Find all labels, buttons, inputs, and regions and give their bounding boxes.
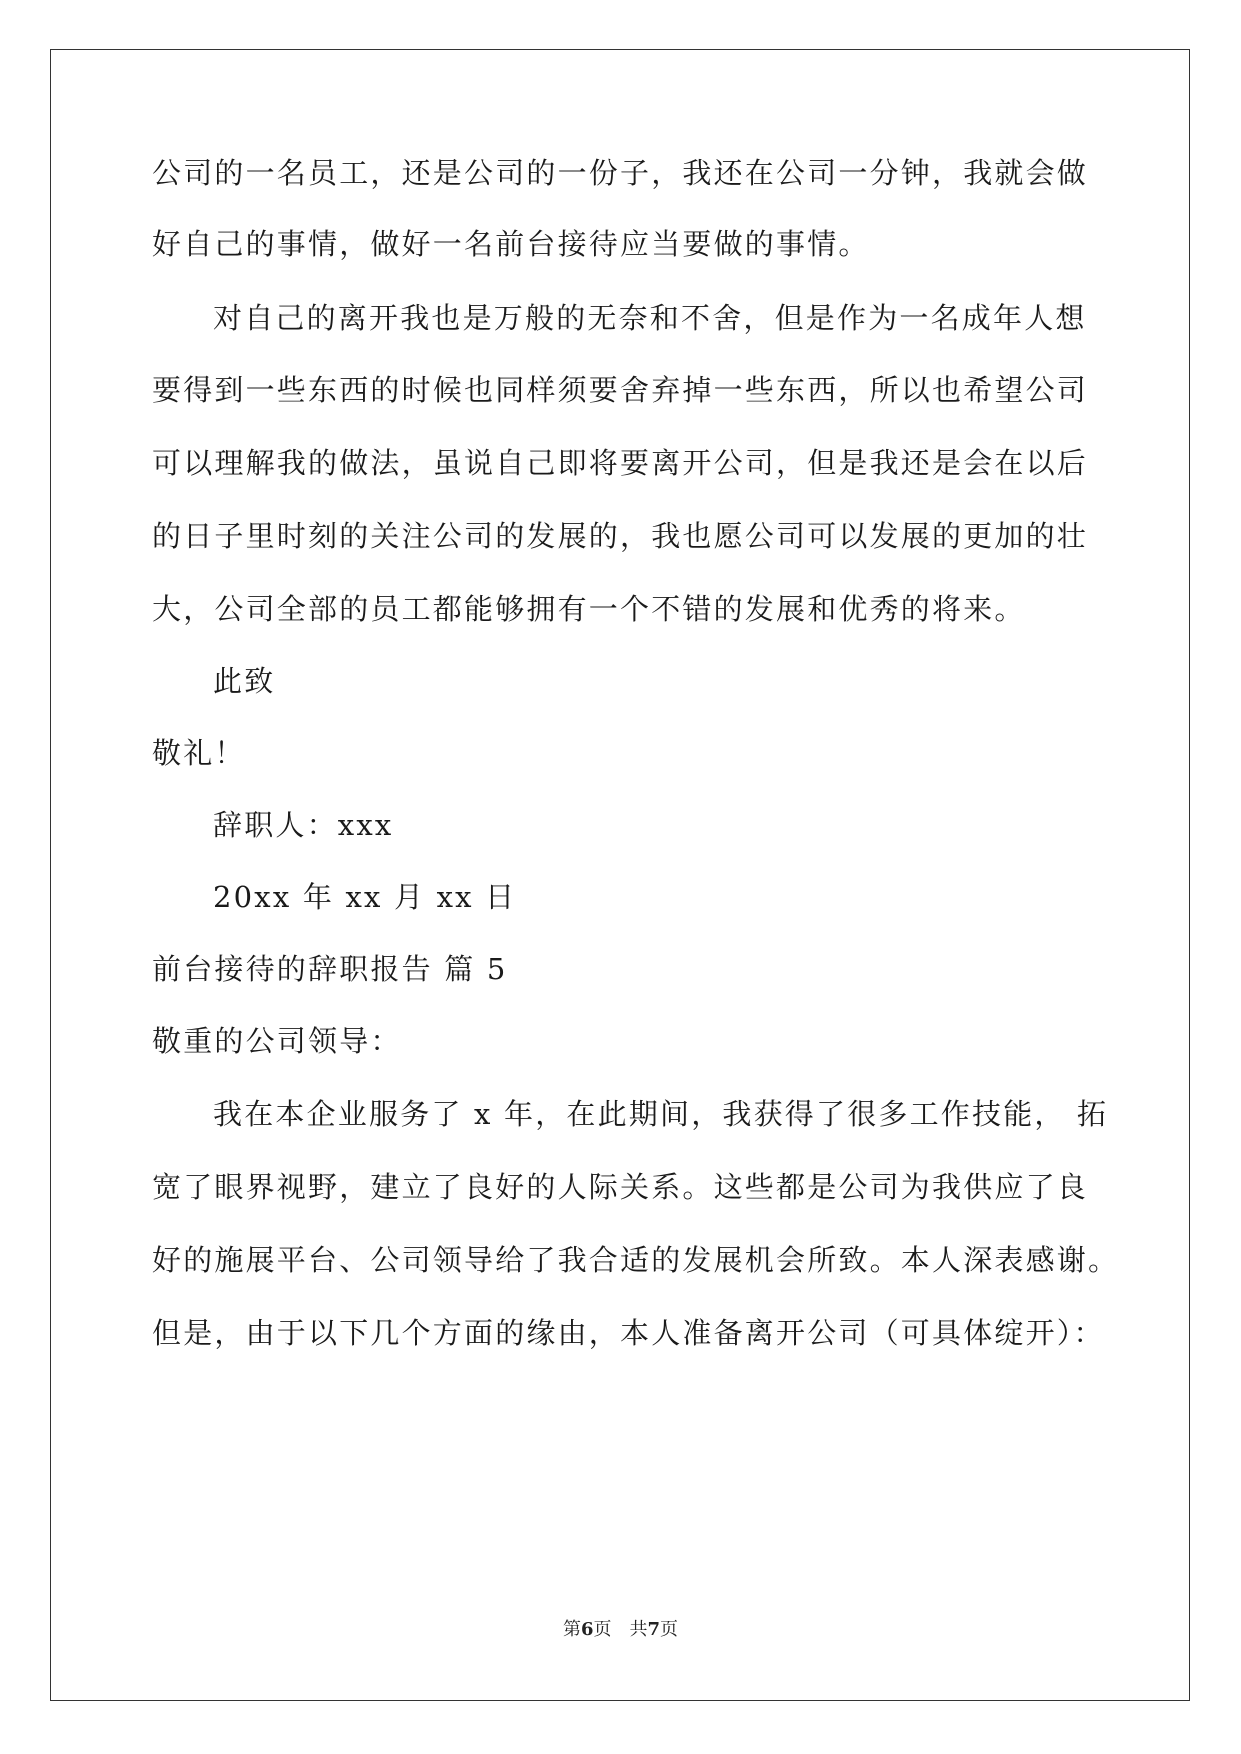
page-footer [0, 1618, 1241, 1642]
body-line-1: 公司的一名员工，还是公司的一份子，我还在公司一分钟，我就会做 [152, 156, 1089, 190]
footer-total-pages: 7 [647, 1619, 661, 1640]
footer-total-suffix: 页 [660, 1619, 679, 1640]
closing-salutation: 此致 [213, 664, 276, 698]
footer-total-prefix: 共 [629, 1619, 648, 1640]
footer-prefix: 第 [562, 1619, 581, 1640]
paragraph-2-line-1: 对自己的离开我也是万般的无奈和不舍，但是作为一名成年人想 [213, 301, 1087, 335]
signature-line: 辞职人：xxx [213, 808, 394, 842]
paragraph-2-line-3: 可以理解我的做法，虽说自己即将要离开公司，但是我还是会在以后 [152, 446, 1089, 480]
paragraph-3-line-4: 但是，由于以下几个方面的缘由，本人准备离开公司（可具体绽开）： [152, 1316, 1105, 1350]
date-line: 20xx 年 xx 月 xx 日 [213, 880, 517, 914]
body-line-2: 好自己的事情，做好一名前台接待应当要做的事情。 [152, 227, 870, 261]
footer-page-suffix: 页 [593, 1619, 612, 1640]
paragraph-3-line-3: 好的施展平台、公司领导给了我合适的发展机会所致。本人深表感谢。 [152, 1243, 1120, 1277]
greeting-line: 敬重的公司领导： [152, 1024, 402, 1058]
page-border [50, 49, 1190, 1701]
section-title: 前台接待的辞职报告 篇 5 [152, 952, 508, 986]
paragraph-3-line-1: 我在本企业服务了 x 年，在此期间，我获得了很多工作技能， 拓 [213, 1097, 1109, 1131]
paragraph-3-line-2: 宽了眼界视野，建立了良好的人际关系。这些都是公司为我供应了良 [152, 1170, 1089, 1204]
footer-current-page: 6 [580, 1619, 594, 1640]
paragraph-2-line-4: 的日子里时刻的关注公司的发展的，我也愿公司可以发展的更加的壮 [152, 519, 1089, 553]
paragraph-2-line-5: 大，公司全部的员工都能够拥有一个不错的发展和优秀的将来。 [152, 592, 1026, 626]
paragraph-2-line-2: 要得到一些东西的时候也同样须要舍弃掉一些东西，所以也希望公司 [152, 373, 1089, 407]
closing-regards: 敬礼！ [152, 736, 246, 770]
